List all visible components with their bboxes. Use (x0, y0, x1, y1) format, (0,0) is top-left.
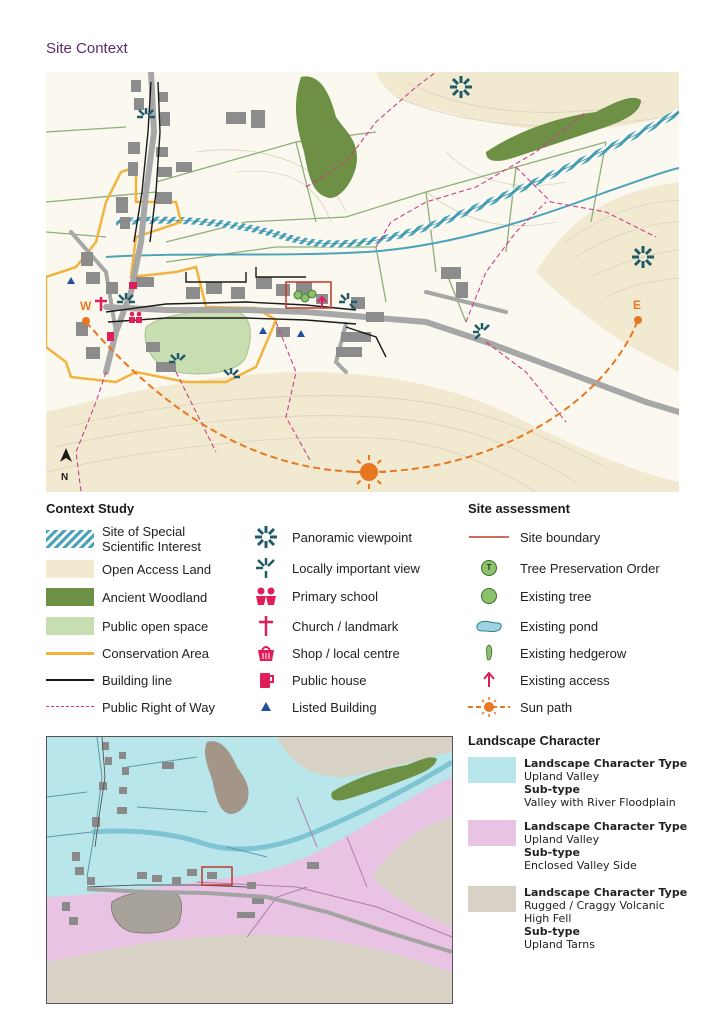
legend-item-shop: Shop / local centre (250, 641, 400, 665)
legend-item-open-access: Open Access Land (46, 557, 211, 581)
listed-building-icon (250, 695, 282, 719)
legend-item-sun-path: Sun path (468, 695, 572, 719)
legend-item-building-line: Building line (46, 668, 172, 692)
lc-legend-item-valley-floor: Landscape Character Type Upland Valley Sub-type Valley with River Floodplain (468, 757, 687, 809)
public-open-space-swatch (46, 617, 94, 635)
lc-valley-side-swatch (468, 820, 516, 846)
legend-item-tpo: T Tree Preservation Order (468, 556, 660, 580)
existing-tree-icon (468, 584, 510, 608)
tpo-tree-icon: T (468, 556, 510, 580)
legend-item-sssi: Site of Special Scientific Interest (46, 525, 201, 553)
lc-legend-item-upland-fell: Landscape Character Type Rugged / Craggy Volcanic High Fell Sub-type Upland Tarns (468, 886, 687, 951)
context-study-heading: Context Study (46, 501, 135, 516)
site-boundary-icon (468, 525, 510, 549)
legend-item-access: Existing access (468, 668, 610, 692)
lc-public-open-space (111, 891, 181, 933)
pub-icon (107, 332, 114, 341)
sun-west-marker (82, 317, 90, 325)
pond-icon (468, 614, 510, 638)
lc-valley-floor-swatch (468, 757, 516, 783)
site-assessment-heading: Site assessment (468, 501, 570, 516)
legend-item-local-view: Locally important view (250, 556, 420, 580)
site-context-map[interactable] (46, 72, 679, 492)
legend-item-pub: Public house (250, 668, 366, 692)
school-icon (250, 584, 282, 608)
sun-path-icon (468, 695, 510, 719)
legend-item-ancient-woodland: Ancient Woodland (46, 585, 207, 609)
legend-item-school: Primary school (250, 584, 378, 608)
ancient-woodland-swatch (46, 588, 94, 606)
legend-item-conservation-area: Conservation Area (46, 641, 209, 665)
legend-item-existing-tree: Existing tree (468, 584, 592, 608)
open-access-swatch (46, 560, 94, 578)
sun-east-label: E (633, 298, 642, 312)
sun-west-label: W (80, 299, 92, 313)
legend-item-hedgerow: Existing hedgerow (468, 641, 626, 665)
landscape-character-map[interactable] (46, 736, 453, 1004)
legend-item-site-boundary: Site boundary (468, 525, 600, 549)
access-arrow-icon (468, 668, 510, 692)
page-title: Site Context (46, 40, 128, 57)
shop-icon (129, 282, 137, 289)
shop-icon (250, 641, 282, 665)
local-view-icon (250, 556, 282, 580)
landscape-character-heading: Landscape Character (468, 733, 601, 748)
lc-upland-fell-swatch (468, 886, 516, 912)
legend-item-public-open-space: Public open space (46, 614, 208, 638)
lc-legend-item-valley-side: Landscape Character Type Upland Valley Sub-type Enclosed Valley Side (468, 820, 687, 872)
sssi-hatch-swatch (46, 530, 94, 548)
sun-east-marker (634, 316, 642, 324)
legend-item-right-of-way: Public Right of Way (46, 695, 215, 719)
church-icon (250, 614, 282, 638)
hedgerow-icon (468, 641, 510, 665)
panoramic-viewpoint-icon (250, 525, 282, 549)
legend-item-church: Church / landmark (250, 614, 398, 638)
right-of-way-swatch (46, 698, 94, 716)
pub-icon (250, 668, 282, 692)
north-label: N (61, 472, 69, 483)
legend-item-pond: Existing pond (468, 614, 598, 638)
building-line-swatch (46, 671, 94, 689)
legend-item-panoramic-viewpoint: Panoramic viewpoint (250, 525, 412, 549)
conservation-line-swatch (46, 644, 94, 662)
legend-item-listed-building: Listed Building (250, 695, 377, 719)
